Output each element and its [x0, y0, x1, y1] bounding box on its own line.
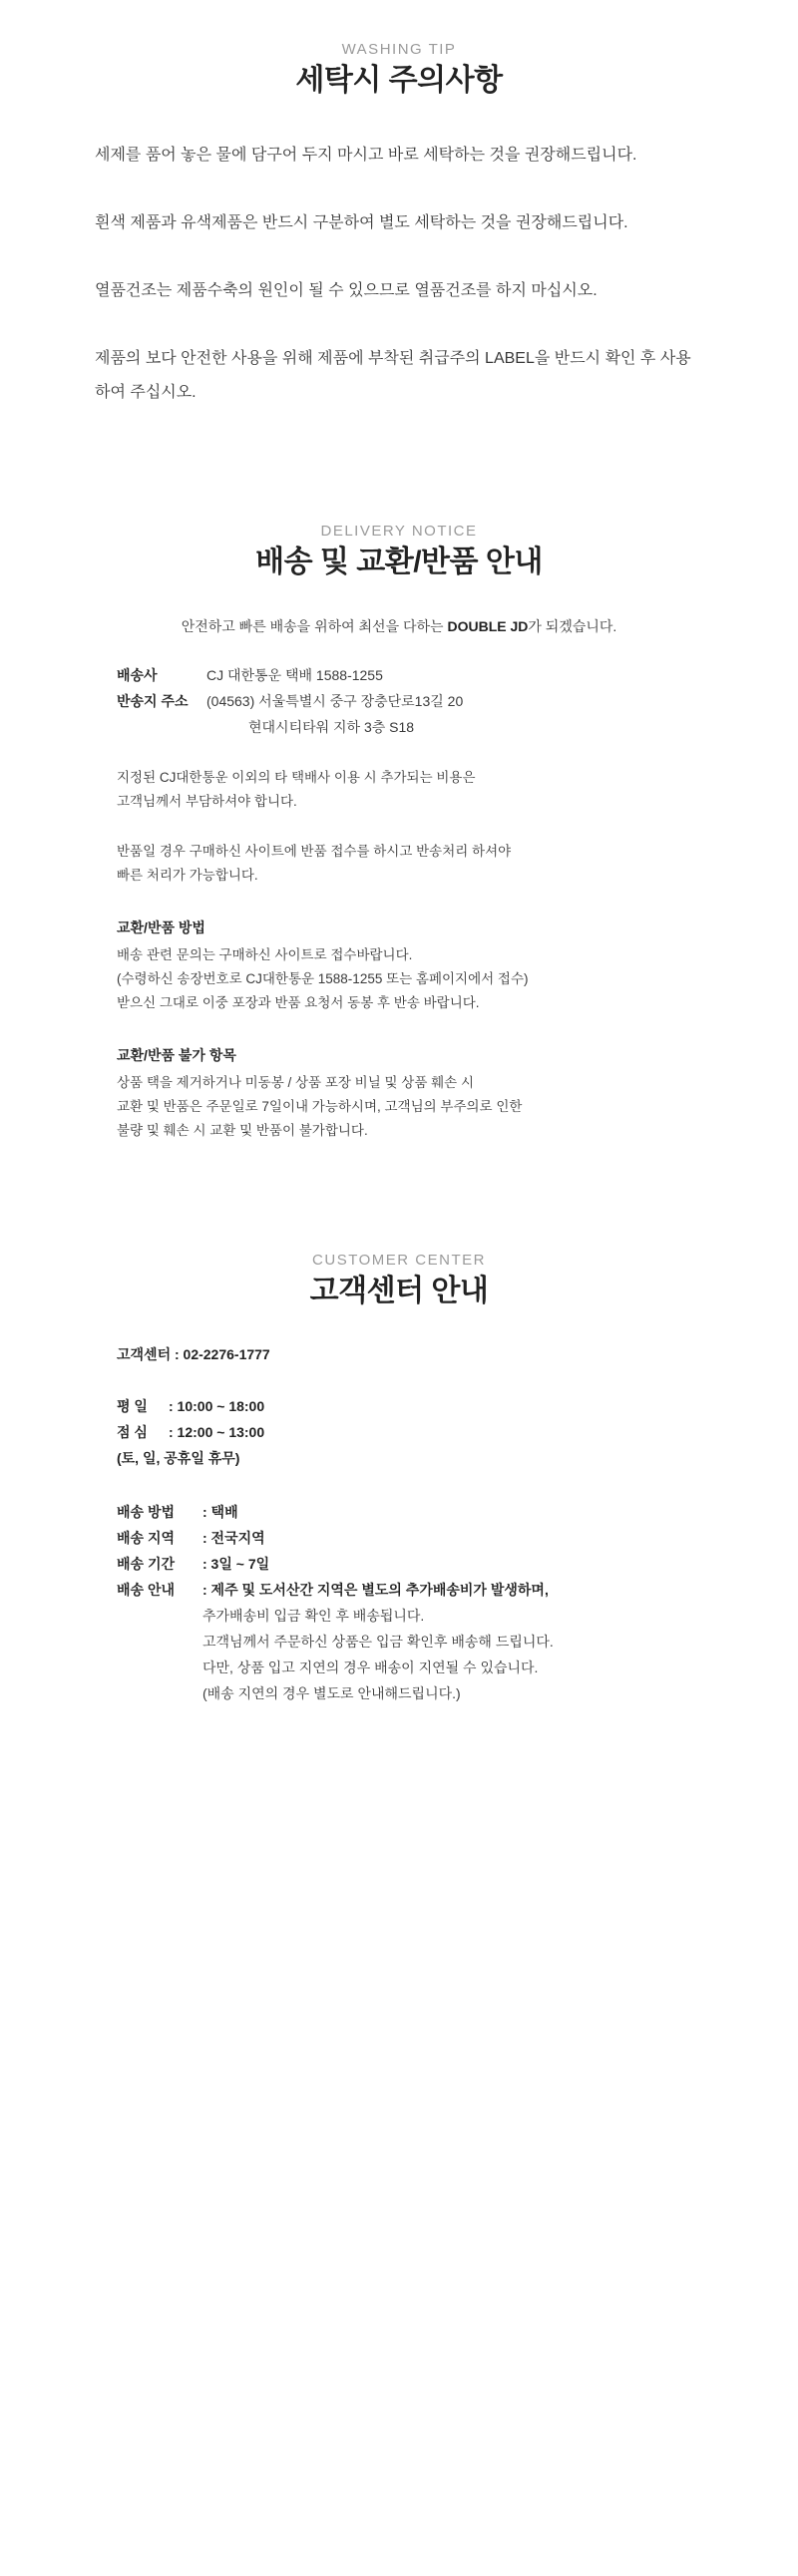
return-denied-title: 교환/반품 불가 항목	[117, 1047, 236, 1063]
hours-row	[117, 1419, 703, 1445]
shipping-method-label: 배송 방법	[117, 1504, 175, 1520]
delivery-notice-eyebrow: DELIVERY NOTICE	[320, 523, 478, 540]
hours-row	[117, 1393, 703, 1419]
delivery-intro-before: 안전하고 빠른 배송을 위하여 최선을 다하는	[181, 618, 448, 634]
return-address-label: 반송지 주소	[117, 693, 189, 709]
delivery-brand-name: DOUBLE JD	[447, 618, 529, 634]
customer-center-hours-block	[95, 1393, 703, 1471]
shipping-note-line: 다만, 상품 입고 지연의 경우 배송이 지연될 수 있습니다.	[202, 1659, 539, 1675]
washing-tip-title: 세탁시 주의사항	[295, 63, 503, 97]
washing-tip-eyebrow: WASHING TIP	[341, 41, 457, 58]
shipping-guide-label: 배송 안내	[117, 1582, 175, 1598]
shipping-guide-notes	[117, 1603, 703, 1706]
shipping-area-value: : 전국지역	[202, 1530, 265, 1546]
carrier-value: CJ 대한통운 택배 1588-1255	[206, 667, 383, 683]
note-line: 반품일 경우 구매하신 사이트에 반품 접수를 하시고 반송처리 하셔야	[117, 844, 512, 859]
shipping-guide-value: : 제주 및 도서산간 지역은 별도의 추가배송비가 발생하며,	[202, 1582, 549, 1598]
shipping-note-line: 고객님께서 주문하신 상품은 입금 확인후 배송해 드립니다.	[202, 1634, 554, 1650]
denied-line: 상품 택을 제거하거나 미동봉 / 상품 포장 비닐 및 상품 훼손 시	[117, 1075, 474, 1090]
customer-center-shipping-block	[95, 1499, 703, 1706]
delivery-info-table	[95, 662, 703, 740]
washing-tip-paragraph: 흰색 제품과 유색제품은 반드시 구분하여 별도 세탁하는 것을 권장해드립니다.	[95, 214, 628, 231]
shipping-row	[117, 1577, 703, 1603]
note-line: 고객님께서 부담하셔야 합니다.	[117, 794, 297, 809]
return-denied-body	[95, 1071, 703, 1143]
lunch-label: 점 심	[117, 1424, 148, 1440]
delivery-note-return-process	[95, 840, 703, 888]
delivery-notice-heading	[0, 522, 798, 580]
washing-tip-body	[95, 139, 703, 410]
carrier-label: 배송사	[117, 667, 158, 683]
shipping-period-value: : 3일 ~ 7일	[202, 1556, 270, 1572]
denied-line: 불량 및 훼손 시 교환 및 반품이 불가합니다.	[117, 1123, 368, 1138]
customer-center-eyebrow: CUSTOMER CENTER	[312, 1252, 486, 1269]
denied-line: 교환 및 반품은 주문일로 7일이내 가능하시며, 고객님의 부주의로 인한	[117, 1099, 523, 1114]
return-address-line1: (04563) 서울특별시 중구 장충단로13길 20	[206, 693, 464, 709]
shipping-row	[117, 1551, 703, 1577]
shipping-method-value: : 택배	[202, 1504, 238, 1520]
shipping-row	[117, 1525, 703, 1551]
washing-tip-paragraph: 제품의 보다 안전한 사용을 위해 제품에 부착된 취급주의 LABEL을 반드시 확인 후 사용하여 주십시오.	[95, 350, 691, 401]
customer-center-title: 고객센터 안내	[309, 1274, 489, 1307]
exchange-line: (수령하신 송장번호로 CJ대한통운 1588-1255 또는 홈페이지에서 접수)	[117, 971, 529, 986]
bottom-spacer	[0, 1706, 798, 1776]
exchange-method-body	[95, 943, 703, 1015]
delivery-intro-after: 가 되겠습니다.	[528, 618, 617, 634]
shipping-period-label: 배송 기간	[117, 1556, 175, 1572]
washing-tip-heading	[0, 40, 798, 99]
table-row	[95, 662, 703, 688]
customer-center-phone-block	[95, 1341, 703, 1367]
exchange-line: 배송 관련 문의는 구매하신 사이트로 접수바랍니다.	[117, 947, 413, 962]
delivery-intro	[95, 614, 703, 638]
exchange-line: 받으신 그대로 이중 포장과 반품 요청서 동봉 후 반송 바랍니다.	[117, 995, 480, 1010]
hours-label: 평 일	[117, 1398, 148, 1414]
shipping-note-line: (배송 지연의 경우 별도로 안내해드립니다.)	[202, 1685, 461, 1701]
washing-tip-paragraph: 열품건조는 제품수축의 원인이 될 수 있으므로 열품건조를 하지 마십시오.	[95, 282, 598, 299]
delivery-notice-section	[0, 410, 798, 1143]
shipping-note-line: 추가배송비 입금 확인 후 배송됩니다.	[202, 1608, 425, 1624]
note-line: 지정된 CJ대한통운 이외의 타 택배사 이용 시 추가되는 비용은	[117, 770, 476, 785]
delivery-notice-title: 배송 및 교환/반품 안내	[255, 545, 543, 578]
delivery-note-extra-fee	[95, 766, 703, 814]
shipping-area-label: 배송 지역	[117, 1530, 175, 1546]
washing-tip-paragraph: 세제를 품어 놓은 물에 담구어 두지 마시고 바로 세탁하는 것을 권장해드립니다.	[95, 147, 637, 164]
customer-center-section	[0, 1143, 798, 1706]
exchange-method-title: 교환/반품 방법	[117, 920, 205, 935]
table-row	[95, 688, 703, 740]
hours-value: : 10:00 ~ 18:00	[169, 1398, 265, 1414]
holiday-note: (토, 일, 공휴일 휴무)	[117, 1450, 240, 1466]
shipping-row	[117, 1499, 703, 1525]
customer-center-phone: 고객센터 : 02-2276-1777	[117, 1346, 270, 1362]
washing-tip-section	[0, 0, 798, 410]
return-address-line2: 현대시티타워 지하 3층 S18	[248, 719, 415, 735]
customer-center-heading	[0, 1251, 798, 1309]
return-address-value	[206, 688, 703, 740]
note-line: 빠른 처리가 가능합니다.	[117, 868, 258, 883]
lunch-value: : 12:00 ~ 13:00	[169, 1424, 265, 1440]
